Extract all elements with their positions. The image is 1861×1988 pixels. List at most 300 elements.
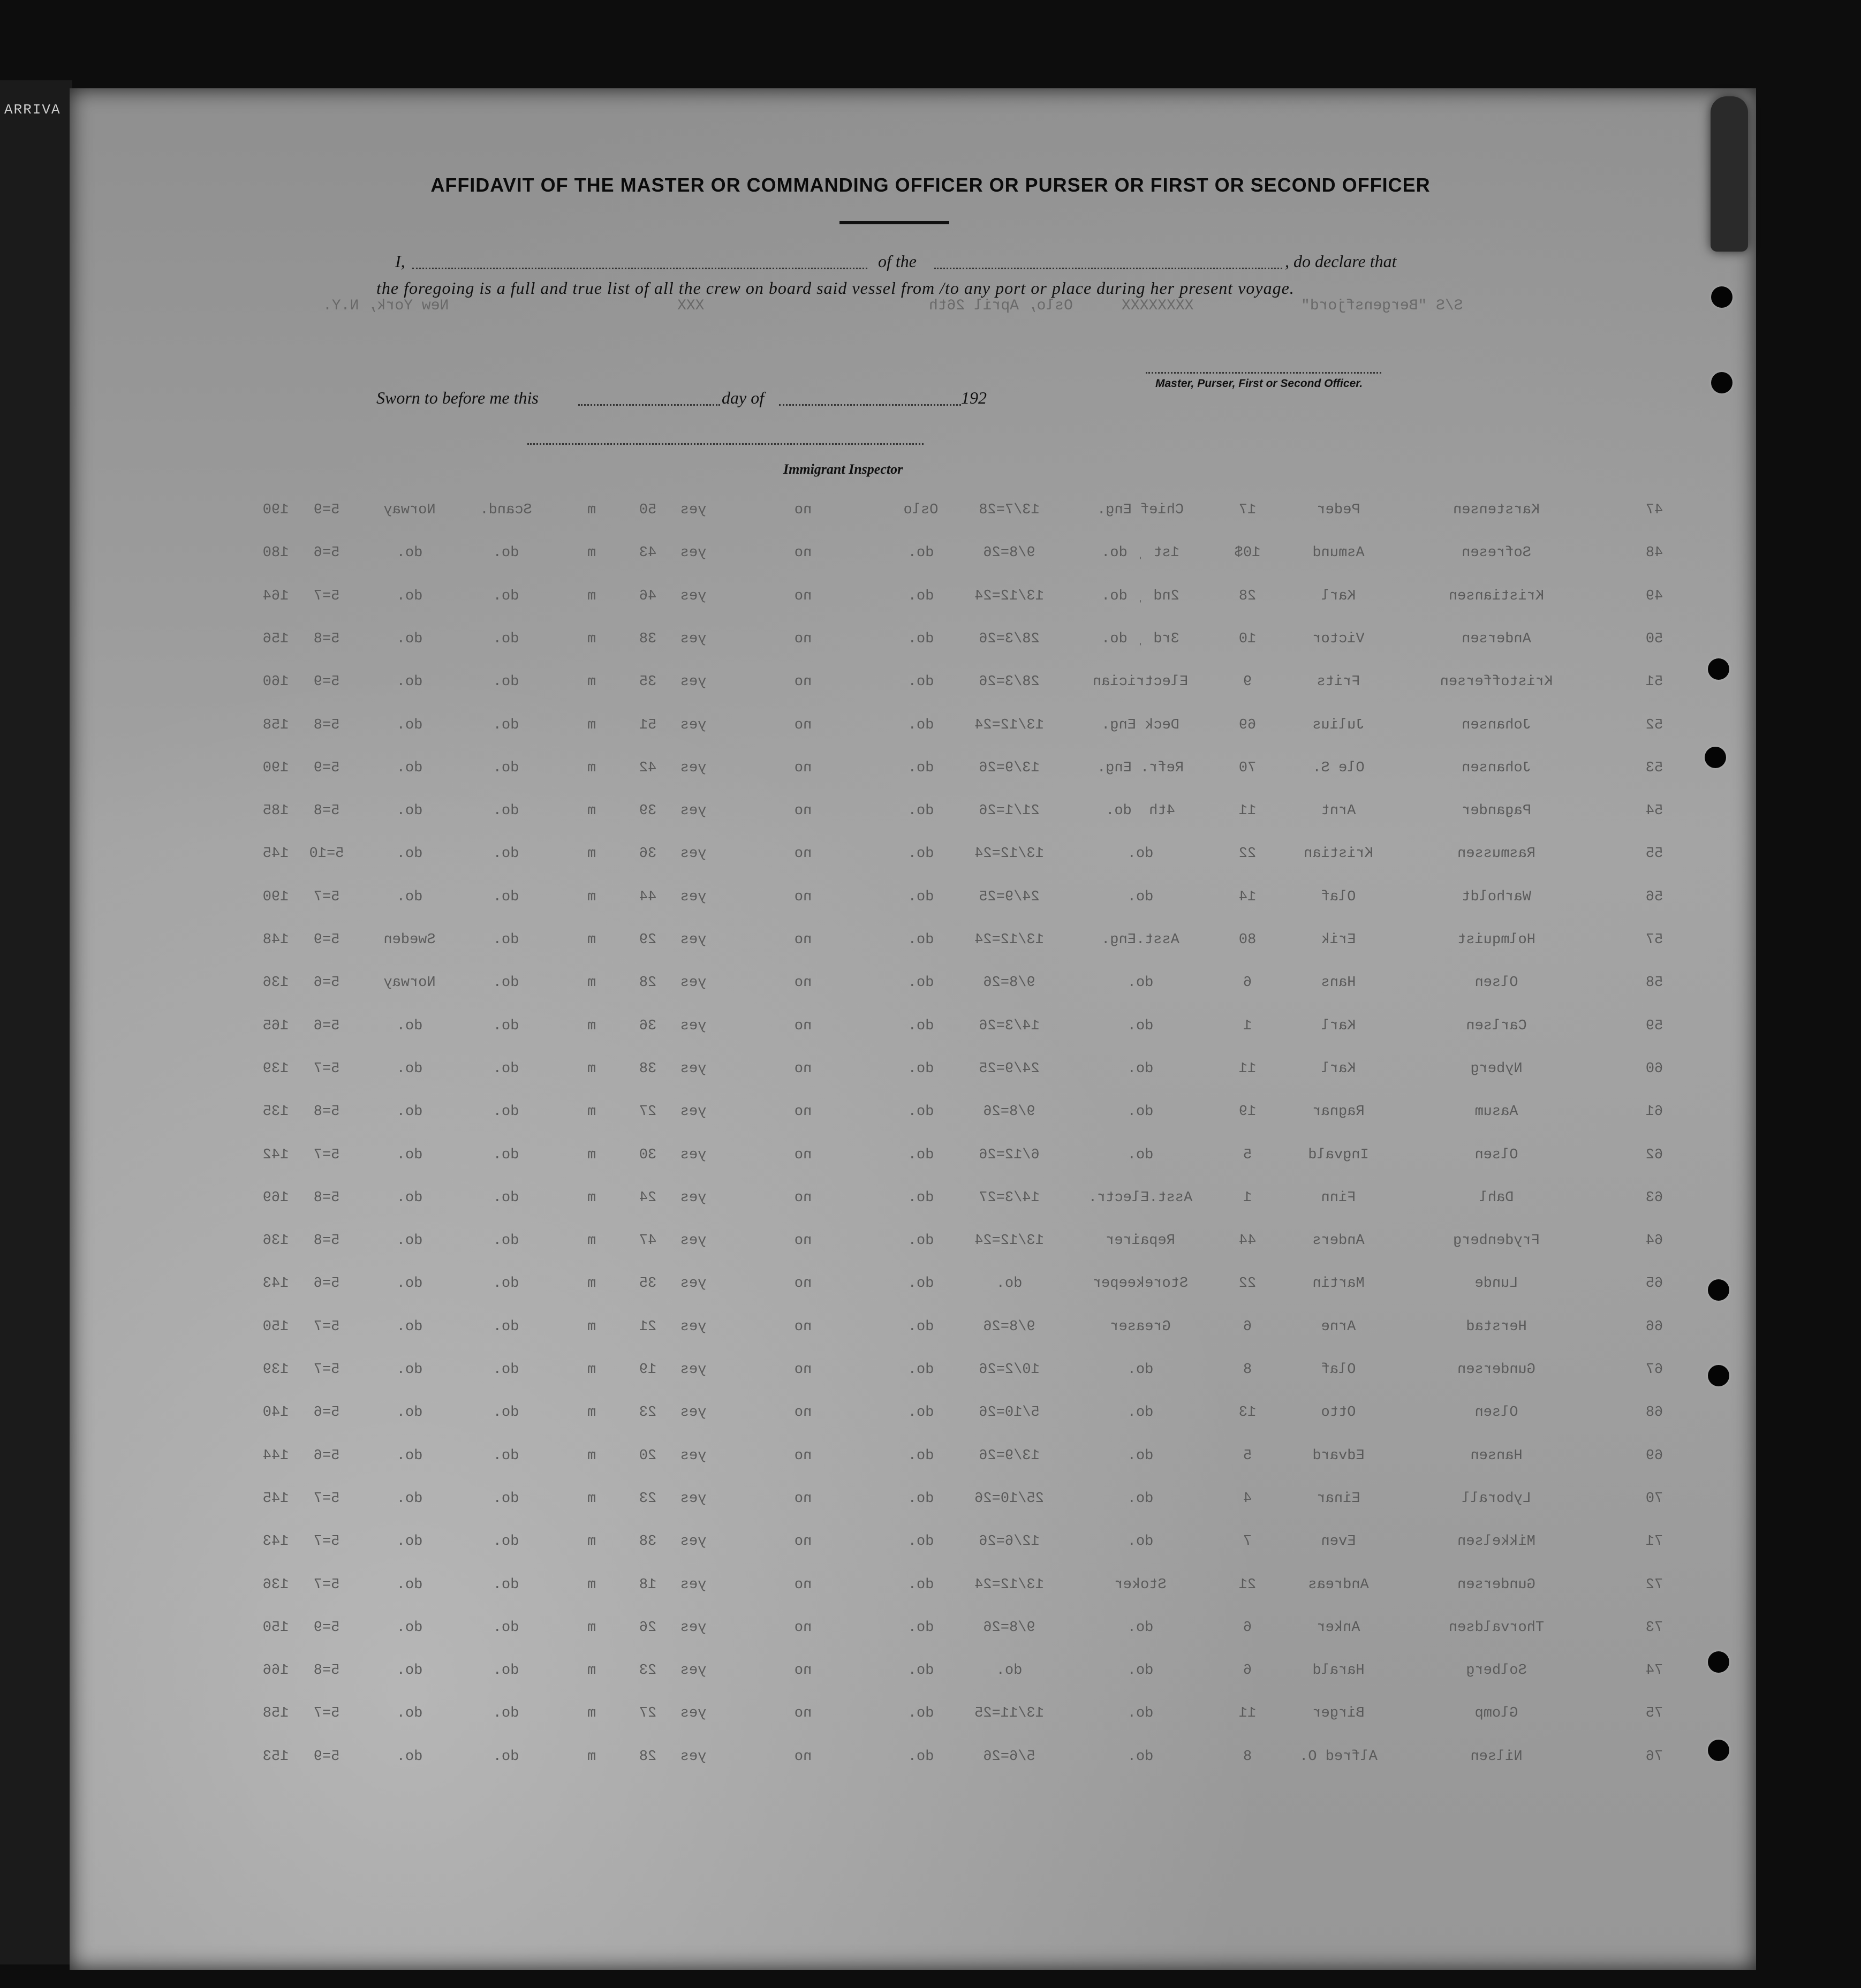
cell-weight: 166 [262, 1663, 289, 1679]
table-row [0, 1276, 1861, 1308]
cell-surname: Aasum [1474, 1104, 1518, 1120]
cell-place: do. [907, 1189, 934, 1206]
cell-surname: Hansen [1470, 1447, 1523, 1464]
cell-discharged: no [794, 1705, 812, 1722]
cell-engaged: 28/3=26 [979, 631, 1040, 647]
cell-place: do. [907, 631, 934, 647]
table-row [0, 803, 1861, 835]
cell-given: Ole S. [1312, 760, 1365, 776]
cell-rating: Repairer [1106, 1233, 1175, 1249]
cell-years: 11 [1238, 803, 1257, 820]
cell-nationality: do. [396, 674, 423, 691]
table-row [0, 717, 1861, 749]
cell-race: do. [493, 889, 519, 905]
cell-no: 49 [1645, 588, 1663, 604]
cell-given: Asmund [1312, 545, 1365, 562]
cell-able-seaman: yes [680, 975, 707, 991]
cell-height: 5=8 [313, 1233, 340, 1249]
table-row [0, 889, 1861, 921]
cell-discharged: no [794, 975, 812, 991]
cell-surname: Pagander [1462, 803, 1531, 820]
cell-discharged: no [794, 1534, 812, 1550]
cell-race: do. [493, 1748, 519, 1765]
cell-weight: 158 [262, 1705, 289, 1722]
cell-race: do. [493, 1447, 519, 1464]
table-row [0, 760, 1861, 792]
cell-given: Even [1321, 1534, 1356, 1550]
cell-height: 5=8 [313, 631, 340, 647]
table-row [0, 1104, 1861, 1136]
cell-surname: Johansen [1462, 717, 1531, 733]
cell-age: 38 [639, 1534, 657, 1550]
cell-no: 71 [1645, 1534, 1663, 1550]
cell-given: Ragnar [1312, 1104, 1365, 1120]
cell-engaged: 21/1=26 [979, 803, 1040, 820]
cell-no: 62 [1645, 1147, 1663, 1163]
cell-discharged: no [794, 1405, 812, 1421]
cell-race: do. [493, 631, 519, 647]
cell-place: do. [907, 1233, 934, 1249]
cell-surname: Carlsen [1466, 1018, 1527, 1034]
cell-place: do. [907, 1447, 934, 1464]
cell-engaged: 28/3=26 [979, 674, 1040, 691]
cell-years: 44 [1238, 1233, 1257, 1249]
cell-weight: 190 [262, 760, 289, 776]
cell-discharged: no [794, 1189, 812, 1206]
cell-rating: do. [1127, 889, 1154, 905]
cell-race: do. [493, 760, 519, 776]
cell-nationality: Sweden [383, 932, 436, 948]
cell-discharged: no [794, 1104, 812, 1120]
cell-rating: do. [1127, 1663, 1154, 1679]
cell-discharged: no [794, 717, 812, 733]
cell-years: 4 [1243, 1490, 1252, 1507]
cell-height: 5=7 [313, 1576, 340, 1593]
cell-rating: do. [1127, 1705, 1154, 1722]
cell-able-seaman: yes [680, 1276, 707, 1292]
cell-discharged: no [794, 1018, 812, 1034]
cell-weight: 136 [262, 1576, 289, 1593]
cell-discharged: no [794, 1233, 812, 1249]
cell-engaged: 14/3=26 [979, 1018, 1040, 1034]
cell-race: do. [493, 1619, 519, 1636]
cell-age: 35 [639, 674, 657, 691]
cell-able-seaman: yes [680, 1104, 707, 1120]
cell-age: 30 [639, 1147, 657, 1163]
cell-surname: Lunde [1474, 1276, 1518, 1292]
cell-discharged: no [794, 1490, 812, 1507]
cell-rating: do. [1127, 1104, 1154, 1120]
cell-race: do. [493, 932, 519, 948]
cell-nationality: do. [396, 889, 423, 905]
cell-given: Karl [1321, 588, 1356, 604]
cell-years: 1 [1243, 1018, 1252, 1034]
cell-height: 5=9 [313, 1619, 340, 1636]
cell-given: Kristian [1304, 846, 1373, 862]
cell-years: 14 [1238, 889, 1257, 905]
table-row [0, 846, 1861, 878]
cell-weight: 145 [262, 846, 289, 862]
cell-no: 67 [1645, 1362, 1663, 1378]
cell-age: 21 [639, 1318, 657, 1335]
cell-sex: m [587, 846, 596, 862]
voyage-from: Oslo, April 26th [929, 298, 1073, 314]
cell-discharged: no [794, 1663, 812, 1679]
cell-weight: 136 [262, 1233, 289, 1249]
cell-no: 60 [1645, 1060, 1663, 1077]
cell-nationality: Norway [383, 502, 436, 518]
cell-sex: m [587, 1748, 596, 1765]
table-row [0, 1663, 1861, 1695]
cell-discharged: no [794, 588, 812, 604]
sworn-label: Sworn to before me this [376, 388, 539, 407]
cell-engaged: 13/7=28 [979, 502, 1040, 518]
cell-sex: m [587, 588, 596, 604]
cell-years: 6 [1243, 1318, 1252, 1335]
cell-height: 5=7 [313, 889, 340, 905]
cell-engaged: 13/12=24 [974, 846, 1044, 862]
table-row [0, 1534, 1861, 1566]
cell-nationality: do. [396, 1189, 423, 1206]
cell-rating: do. [1127, 1060, 1154, 1077]
cell-race: Scand. [480, 502, 532, 518]
cell-able-seaman: yes [680, 1405, 707, 1421]
cell-place: do. [907, 1748, 934, 1765]
cell-place: do. [907, 889, 934, 905]
table-row [0, 631, 1861, 663]
cell-age: 43 [639, 545, 657, 562]
cell-able-seaman: yes [680, 1318, 707, 1335]
cell-nationality: do. [396, 1018, 423, 1034]
day-line [578, 404, 720, 406]
cell-given: Anker [1317, 1619, 1360, 1636]
table-row [0, 674, 1861, 706]
cell-nationality: do. [396, 1534, 423, 1550]
cell-discharged: no [794, 889, 812, 905]
cell-no: 51 [1645, 674, 1663, 691]
cell-given: Julius [1312, 717, 1365, 733]
cell-race: do. [493, 717, 519, 733]
cell-rating: do. [1127, 1362, 1154, 1378]
cell-able-seaman: yes [680, 803, 707, 820]
cell-race: do. [493, 1534, 519, 1550]
cell-no: 73 [1645, 1619, 1663, 1636]
cell-sex: m [587, 674, 596, 691]
cell-years: 6 [1243, 975, 1252, 991]
cell-weight: 153 [262, 1748, 289, 1765]
table-row [0, 1233, 1861, 1265]
cell-years: 10 [1238, 631, 1257, 647]
cell-engaged: 24/9=25 [979, 1060, 1040, 1077]
cell-years: 1 [1243, 1189, 1252, 1206]
cell-engaged: 14/3=27 [979, 1189, 1040, 1206]
cell-weight: 139 [262, 1362, 289, 1378]
cell-sex: m [587, 1705, 596, 1722]
cell-age: 26 [639, 1619, 657, 1636]
cell-weight: 140 [262, 1405, 289, 1421]
cell-age: 27 [639, 1104, 657, 1120]
cell-able-seaman: yes [680, 1490, 707, 1507]
cell-age: 46 [639, 588, 657, 604]
officer-caption: Master, Purser, First or Second Officer. [1155, 377, 1363, 390]
cell-sex: m [587, 1490, 596, 1507]
cell-race: do. [493, 1233, 519, 1249]
cell-rating: do. [1127, 1447, 1154, 1464]
cell-engaged: 12/6=26 [979, 1534, 1040, 1550]
cell-weight: 142 [262, 1147, 289, 1163]
cell-age: 47 [639, 1233, 657, 1249]
cell-height: 5=8 [313, 1663, 340, 1679]
cell-height: 5=6 [313, 1447, 340, 1464]
cell-no: 47 [1645, 502, 1663, 518]
cell-age: 38 [639, 1060, 657, 1077]
cell-weight: 160 [262, 674, 289, 691]
cell-no: 58 [1645, 975, 1663, 991]
cell-surname: Sofresen [1462, 545, 1531, 562]
cell-surname: Dahl [1479, 1189, 1514, 1206]
cell-rating: do. [1127, 1490, 1154, 1507]
cell-nationality: do. [396, 1147, 423, 1163]
cell-weight: 169 [262, 1189, 289, 1206]
cell-engaged: 9/8=26 [983, 975, 1035, 991]
cell-able-seaman: yes [680, 1018, 707, 1034]
cell-race: do. [493, 846, 519, 862]
cell-discharged: no [794, 846, 812, 862]
cell-place: do. [907, 932, 934, 948]
cell-nationality: do. [396, 1705, 423, 1722]
cell-sex: m [587, 1447, 596, 1464]
i-label: I, [395, 252, 405, 271]
cell-nationality: do. [396, 1619, 423, 1636]
cell-place: do. [907, 1663, 934, 1679]
cell-age: 23 [639, 1663, 657, 1679]
cell-rating: 3rd ˌ do. [1101, 631, 1179, 647]
cell-age: 24 [639, 1189, 657, 1206]
cell-place: do. [907, 1362, 934, 1378]
cell-sex: m [587, 1576, 596, 1593]
cell-surname: Nyberg [1470, 1060, 1523, 1077]
cell-able-seaman: yes [680, 1147, 707, 1163]
cell-able-seaman: yes [680, 1534, 707, 1550]
cell-surname: Glomp [1474, 1705, 1518, 1722]
cell-discharged: no [794, 674, 812, 691]
cell-no: 56 [1645, 889, 1663, 905]
cell-weight: 145 [262, 1490, 289, 1507]
cell-sex: m [587, 1018, 596, 1034]
cell-given: Andreas [1308, 1576, 1369, 1593]
cell-race: do. [493, 1663, 519, 1679]
cell-engaged: do. [996, 1276, 1023, 1292]
cell-given: Harald [1312, 1663, 1365, 1679]
cell-rating: Stoker [1114, 1576, 1167, 1593]
cell-place: do. [907, 545, 934, 562]
cell-engaged: 9/8=26 [983, 1104, 1035, 1120]
cell-able-seaman: yes [680, 631, 707, 647]
cell-age: 36 [639, 846, 657, 862]
cell-nationality: Norway [383, 975, 436, 991]
cell-engaged: 13/9=26 [979, 760, 1040, 776]
cell-place: do. [907, 803, 934, 820]
cell-surname: Andersen [1462, 631, 1531, 647]
cell-discharged: no [794, 803, 812, 820]
cell-surname: Solberg [1466, 1663, 1527, 1679]
cell-years: 5 [1243, 1447, 1252, 1464]
cell-race: do. [493, 1576, 519, 1593]
cell-no: 66 [1645, 1318, 1663, 1335]
cell-engaged: 5/10=26 [979, 1405, 1040, 1421]
cell-surname: Rasmussen [1457, 846, 1535, 862]
cell-years: 21 [1238, 1576, 1257, 1593]
cell-given: Olaf [1321, 1362, 1356, 1378]
cell-nationality: do. [396, 1060, 423, 1077]
table-row [0, 1577, 1861, 1609]
cell-race: do. [493, 975, 519, 991]
cell-able-seaman: yes [680, 1189, 707, 1206]
cell-race: do. [493, 1405, 519, 1421]
cell-age: 39 [639, 803, 657, 820]
cell-no: 65 [1645, 1276, 1663, 1292]
cell-given: Karl [1321, 1060, 1356, 1077]
cell-race: do. [493, 1705, 519, 1722]
table-row [0, 502, 1861, 534]
cell-rating: do. [1127, 1147, 1154, 1163]
cell-surname: Thorvaldsen [1448, 1619, 1545, 1636]
cell-nationality: do. [396, 1748, 423, 1765]
table-row [0, 1147, 1861, 1179]
cell-years: 6 [1243, 1663, 1252, 1679]
cell-no: 50 [1645, 631, 1663, 647]
cell-place: do. [907, 846, 934, 862]
cell-sex: m [587, 545, 596, 562]
cell-engaged: 10/2=26 [979, 1362, 1040, 1378]
cell-sex: m [587, 1318, 596, 1335]
cell-height: 5=7 [313, 1534, 340, 1550]
cell-age: 29 [639, 932, 657, 948]
cell-sex: m [587, 1405, 596, 1421]
cell-height: 5=7 [313, 588, 340, 604]
declare-label: , do declare that [1285, 252, 1397, 271]
table-row [0, 975, 1861, 1007]
cell-rating: Deck Eng. [1101, 717, 1179, 733]
cell-height: 5=9 [313, 932, 340, 948]
cell-no: 55 [1645, 846, 1663, 862]
cell-height: 5=9 [313, 674, 340, 691]
cell-nationality: do. [396, 1663, 423, 1679]
cell-race: do. [493, 1060, 519, 1077]
table-row [0, 588, 1861, 620]
cell-rating: Greaser [1110, 1318, 1171, 1335]
cell-weight: 165 [262, 1018, 289, 1034]
cell-engaged: 13/12=24 [974, 717, 1044, 733]
cell-age: 28 [639, 1748, 657, 1765]
cell-able-seaman: yes [680, 502, 707, 518]
cell-engaged: 9/8=26 [983, 1619, 1035, 1636]
cell-engaged: do. [996, 1663, 1023, 1679]
cell-able-seaman: yes [680, 889, 707, 905]
cell-discharged: no [794, 631, 812, 647]
cell-discharged: no [794, 1362, 812, 1378]
affidavit-title: AFFIDAVIT OF THE MASTER OR COMMANDING OFFICER OR PURSER OR FIRST OR SECOND OFFICER [430, 174, 1431, 196]
cell-age: 51 [639, 717, 657, 733]
cell-given: Otto [1321, 1405, 1356, 1421]
cell-able-seaman: yes [680, 1447, 707, 1464]
cell-nationality: do. [396, 631, 423, 647]
cell-sex: m [587, 1276, 596, 1292]
cell-race: do. [493, 1490, 519, 1507]
cell-weight: 136 [262, 975, 289, 991]
title-rule [839, 221, 949, 224]
cell-given: Martin [1312, 1276, 1365, 1292]
cell-rating: do. [1127, 1405, 1154, 1421]
cell-surname: Frydenberg [1453, 1233, 1540, 1249]
cell-rating: 1st ˌ do. [1101, 545, 1179, 562]
cell-no: 57 [1645, 932, 1663, 948]
year-label: 192 [961, 388, 987, 407]
cell-given: Einar [1317, 1490, 1360, 1507]
cell-surname: Warholdt [1462, 889, 1531, 905]
cell-years: 22 [1238, 846, 1257, 862]
cell-surname: Nilsen [1470, 1748, 1523, 1765]
cell-discharged: no [794, 760, 812, 776]
cell-rating: Refr. Eng. [1096, 760, 1184, 776]
cell-race: do. [493, 1276, 519, 1292]
cell-place: do. [907, 1576, 934, 1593]
cell-engaged: 24/9=25 [979, 889, 1040, 905]
cell-place: do. [907, 1705, 934, 1722]
cell-no: 72 [1645, 1576, 1663, 1593]
inspector-caption: Immigrant Inspector [783, 461, 903, 477]
cell-age: 28 [639, 975, 657, 991]
cell-nationality: do. [396, 545, 423, 562]
cell-sex: m [587, 1619, 596, 1636]
cell-years: 10$ [1234, 545, 1261, 562]
cell-place: do. [907, 975, 934, 991]
cell-surname: Holmquist [1457, 932, 1535, 948]
cell-discharged: no [794, 1060, 812, 1077]
cell-weight: 150 [262, 1318, 289, 1335]
cell-rating: 2nd ˌ do. [1101, 588, 1179, 604]
table-row [0, 1190, 1861, 1222]
table-row [0, 1018, 1861, 1050]
table-row [0, 1319, 1861, 1351]
table-row [0, 1620, 1861, 1652]
cell-no: 53 [1645, 760, 1663, 776]
cell-years: 5 [1243, 1147, 1252, 1163]
cell-place: do. [907, 717, 934, 733]
cell-no: 54 [1645, 803, 1663, 820]
cell-race: do. [493, 1104, 519, 1120]
cell-given: Arnt [1321, 803, 1356, 820]
table-row [0, 1491, 1861, 1523]
cell-no: 74 [1645, 1663, 1663, 1679]
cell-age: 18 [639, 1576, 657, 1593]
cell-surname: Gundersen [1457, 1576, 1535, 1593]
voyage-marker: XXX [677, 298, 705, 314]
cell-sex: m [587, 1147, 596, 1163]
cell-place: do. [907, 588, 934, 604]
cell-weight: 150 [262, 1619, 289, 1636]
cell-years: 8 [1243, 1362, 1252, 1378]
table-row [0, 1405, 1861, 1437]
cell-discharged: no [794, 1447, 812, 1464]
cell-nationality: do. [396, 1576, 423, 1593]
cell-weight: 158 [262, 717, 289, 733]
cell-no: 48 [1645, 545, 1663, 562]
cell-surname: Karstensen [1453, 502, 1540, 518]
cell-able-seaman: yes [680, 717, 707, 733]
cell-years: 69 [1238, 717, 1257, 733]
cell-nationality: do. [396, 1490, 423, 1507]
